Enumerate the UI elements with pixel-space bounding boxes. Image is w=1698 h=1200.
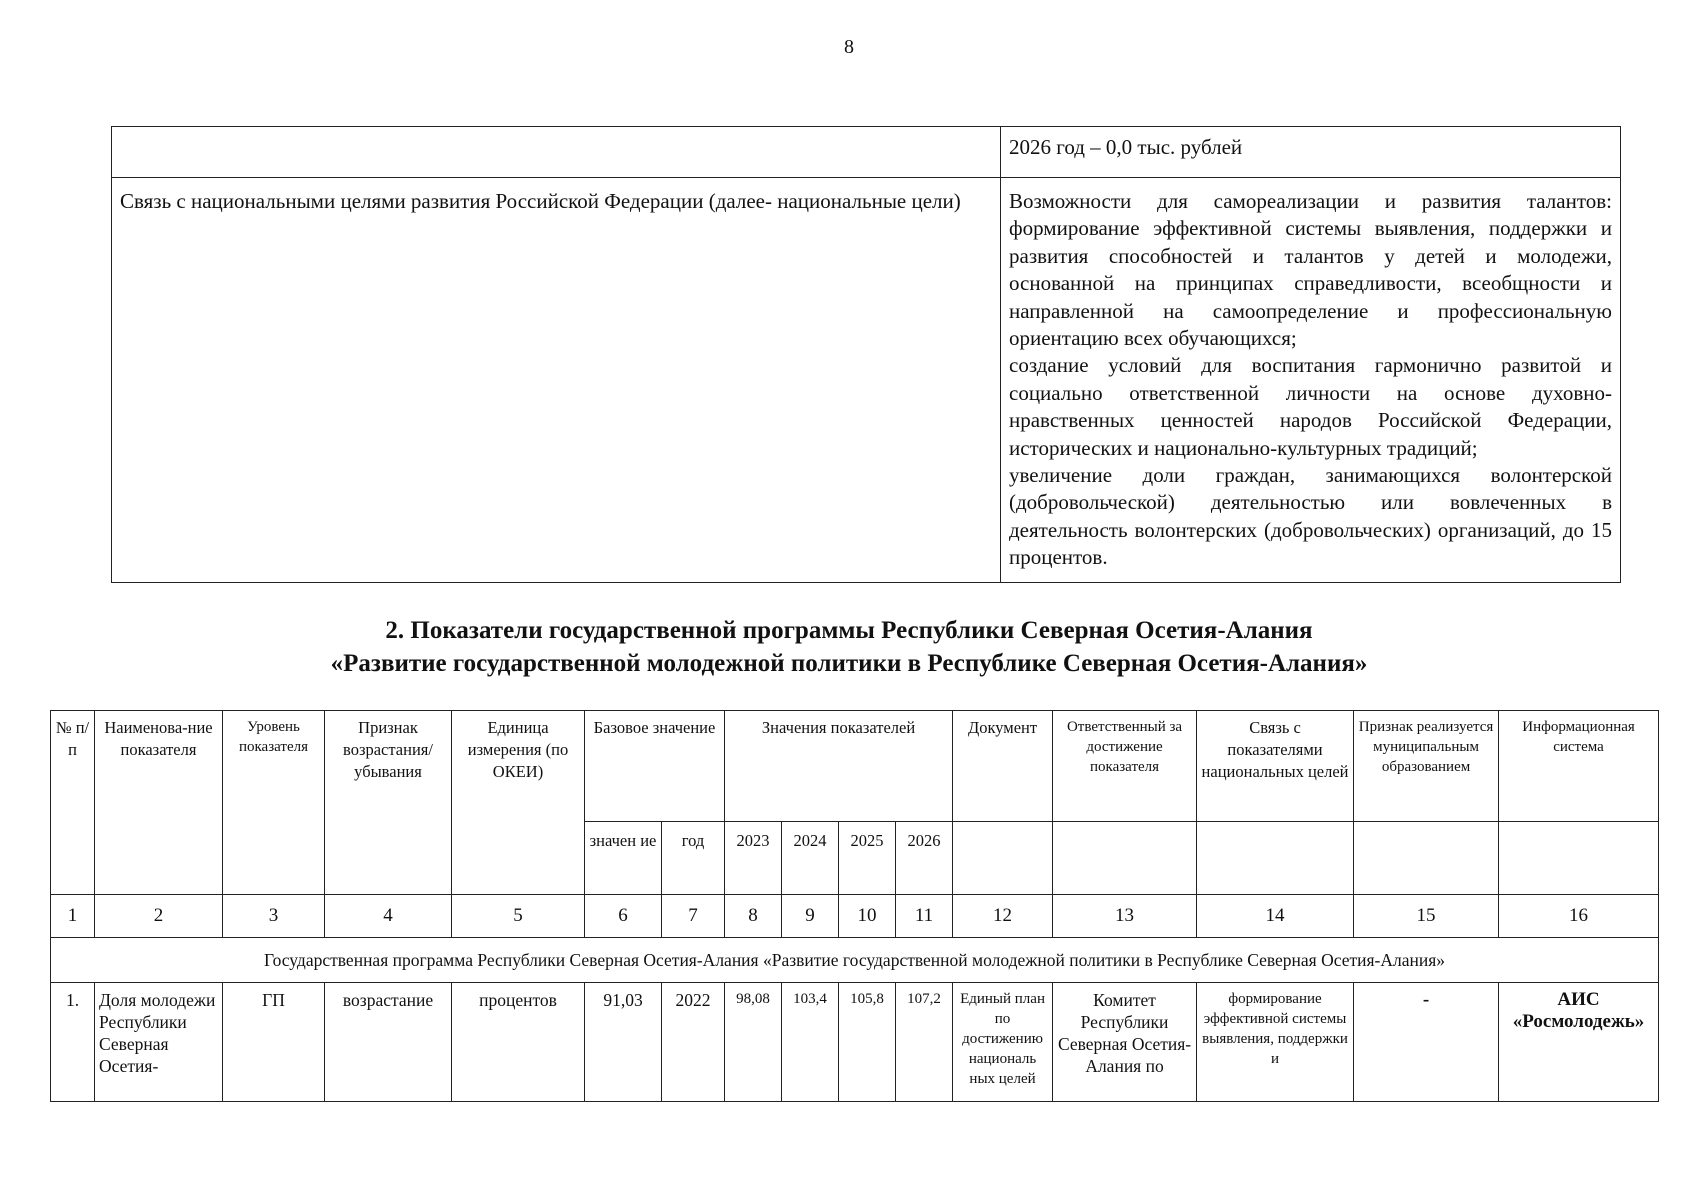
funding-label-cell [112, 127, 1001, 178]
column-number: 13 [1053, 895, 1197, 938]
row-base-year: 2022 [662, 983, 725, 1102]
program-row [51, 938, 1659, 983]
subheader-empty-15 [1354, 822, 1499, 895]
row-sign: возрастание [325, 983, 452, 1102]
row-num: 1. [51, 983, 95, 1102]
row-level: ГП [223, 983, 325, 1102]
funding-2026-value: 2026 год – 0,0 тыс. рублей [1001, 127, 1621, 178]
column-number: 14 [1197, 895, 1354, 938]
national-goal-3: увеличение доли граждан, занимающихся волонтерской (добровольческой) деятельностью или вовлеченных в деятельность волонтерских (добровольческих) организаций, до 15 процентов. [1009, 463, 1612, 570]
indicators-table [50, 710, 1659, 1102]
header-values: Значения показателей [725, 711, 953, 822]
row-info-system: АИС «Росмолодежь» [1499, 983, 1659, 1102]
header-base: Базовое значение [585, 711, 725, 822]
header-document: Документ [953, 711, 1053, 822]
subheader-empty-16 [1499, 822, 1659, 895]
header-responsible: Ответственный за достижение показателя [1053, 711, 1197, 822]
row-municipal: - [1354, 983, 1499, 1102]
national-goals-value [1001, 178, 1621, 583]
row-base-value: 91,03 [585, 983, 662, 1102]
national-goals-row [112, 178, 1621, 583]
column-number: 16 [1499, 895, 1659, 938]
subheader-2024: 2024 [782, 822, 839, 895]
section-title-line-2: «Развитие государственной молодежной политики в Республике Северная Осетия-Алания» [330, 650, 1368, 677]
program-title-cell: Государственная программа Республики Северная Осетия-Алания «Развитие государственной молодежной политики в Республике Северная Осетия-Алания» [51, 938, 1659, 983]
column-number: 6 [585, 895, 662, 938]
funding-row [112, 127, 1621, 178]
column-number: 8 [725, 895, 782, 938]
header-link: Связь с показателями национальных целей [1197, 711, 1354, 822]
column-number: 11 [896, 895, 953, 938]
column-number: 5 [452, 895, 585, 938]
row-link: формирование эффективной системы выявления, поддержки и [1197, 983, 1354, 1102]
header-info-system: Информационная система [1499, 711, 1659, 822]
column-number: 9 [782, 895, 839, 938]
subheader-base-value: значен ие [585, 822, 662, 895]
row-unit: процентов [452, 983, 585, 1102]
page-number: 8 [844, 36, 854, 58]
header-row [51, 711, 1659, 822]
section-title-line-1: 2. Показатели государственной программы Республики Северная Осетия-Алания [385, 617, 1313, 644]
header-level: Уровень показателя [223, 711, 325, 895]
section-title [0, 614, 1698, 680]
column-number: 7 [662, 895, 725, 938]
column-number: 4 [325, 895, 452, 938]
column-number: 3 [223, 895, 325, 938]
subheader-2025: 2025 [839, 822, 896, 895]
header-municipal: Признак реализуется муниципальным образованием [1354, 711, 1499, 822]
row-document: Единый план по достижению националь ных целей [953, 983, 1053, 1102]
column-number: 12 [953, 895, 1053, 938]
column-number: 15 [1354, 895, 1499, 938]
national-goals-label: Связь с национальными целями развития Российской Федерации (далее- национальные цели) [112, 178, 1001, 583]
header-unit: Единица измерения (по ОКЕИ) [452, 711, 585, 895]
subheader-empty-13 [1053, 822, 1197, 895]
column-number: 10 [839, 895, 896, 938]
column-number-row [51, 895, 1659, 938]
row-value-2025: 105,8 [839, 983, 896, 1102]
subheader-empty-12 [953, 822, 1053, 895]
row-responsible: Комитет Республики Северная Осетия-Алания по [1053, 983, 1197, 1102]
header-num: № п/п [51, 711, 95, 895]
subheader-2026: 2026 [896, 822, 953, 895]
column-number: 1 [51, 895, 95, 938]
header-sign: Признак возрастания/ убывания [325, 711, 452, 895]
row-value-2023: 98,08 [725, 983, 782, 1102]
subheader-empty-14 [1197, 822, 1354, 895]
row-name: Доля молодежи Республики Северная Осетия- [95, 983, 223, 1102]
row-value-2024: 103,4 [782, 983, 839, 1102]
header-name: Наименова-ние показателя [95, 711, 223, 895]
national-goal-2: создание условий для воспитания гармонично развитой и социально ответственной личности на основе духовно-нравственных ценностей народов Российской Федерации, исторических и национально-культурных традиций; [1009, 353, 1612, 460]
subheader-2023: 2023 [725, 822, 782, 895]
subheader-base-year: год [662, 822, 725, 895]
passport-table [111, 126, 1621, 583]
table-row [51, 983, 1659, 1102]
national-goal-1: Возможности для самореализации и развития талантов: формирование эффективной системы выявления, поддержки и развития способностей и талантов у детей и молодежи, основанной на принципах справедливости, всеобщности и направленной на самоопределение и профессиональную ориентацию всех обучающихся; [1009, 189, 1612, 351]
column-number: 2 [95, 895, 223, 938]
row-value-2026: 107,2 [896, 983, 953, 1102]
